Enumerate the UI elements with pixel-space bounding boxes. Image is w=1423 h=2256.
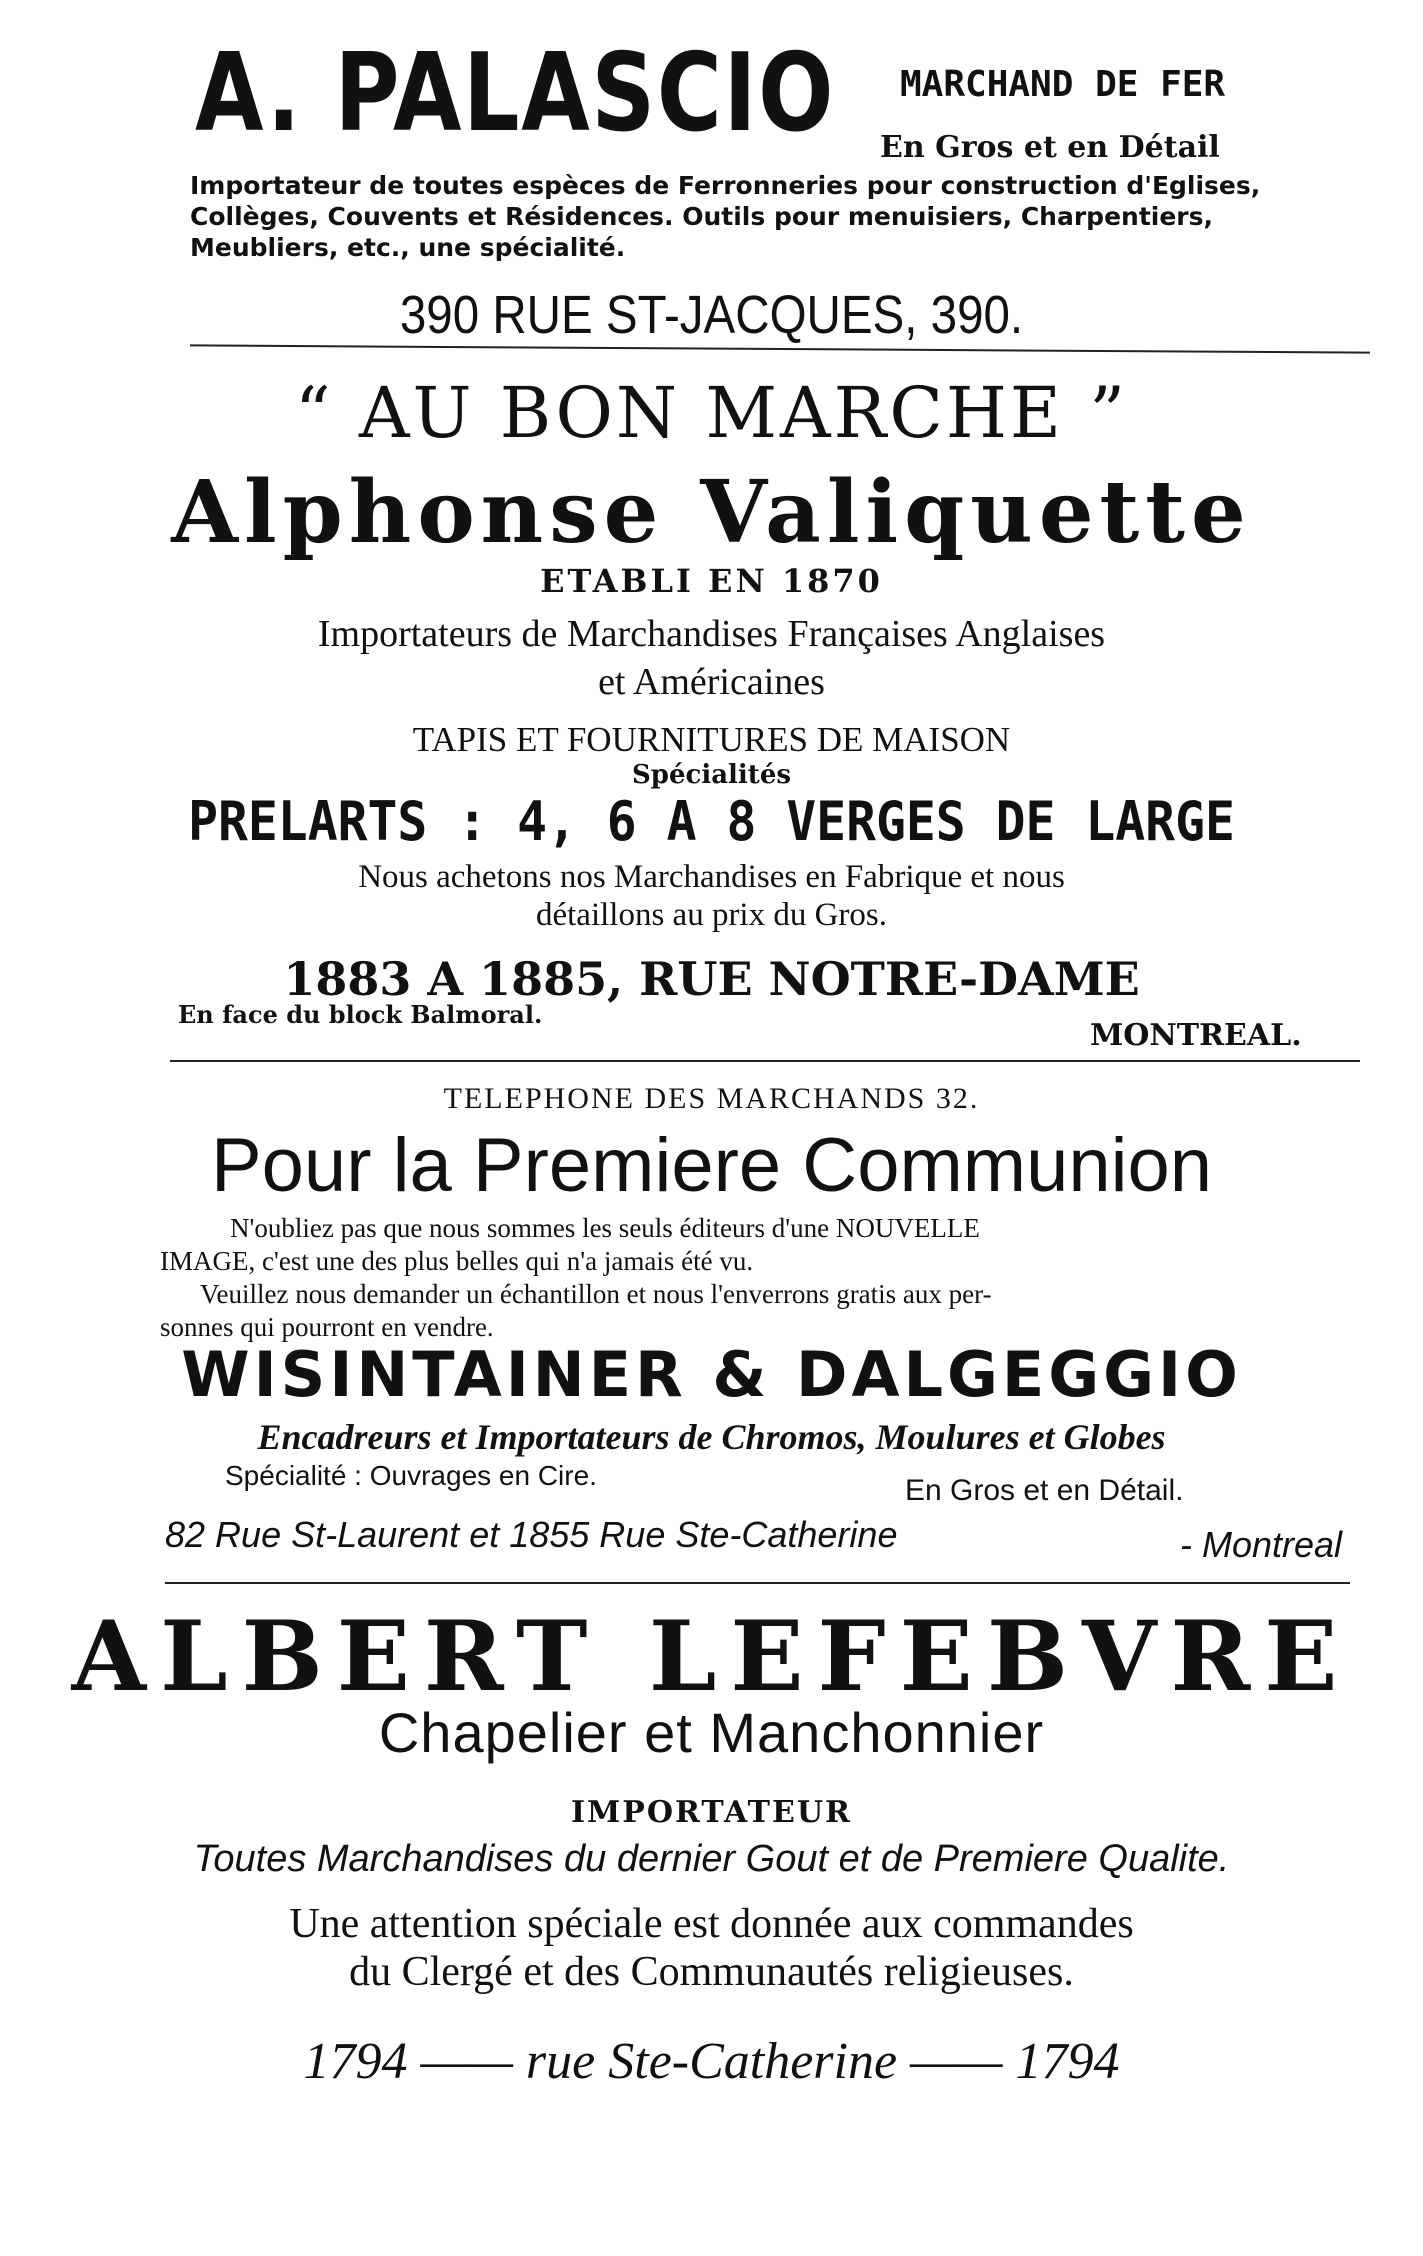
palascio-description xyxy=(190,170,1260,263)
lefebvre-name: ALBERT LEFEBVRE xyxy=(71,1600,1352,1713)
palascio-address: 390 RUE ST-JACQUES, 390. xyxy=(399,285,1024,345)
wisintainer-body-line: sonnes qui pourront en vendre. xyxy=(160,1312,494,1342)
wisintainer-wholesale-retail: En Gros et en Détail. xyxy=(905,1474,1184,1507)
palascio-description-line: Meubliers, etc., une spécialité. xyxy=(190,233,626,262)
bon-marche-importers-line: Importateurs de Marchandises Françaises Anglaises xyxy=(317,613,1106,655)
bon-marche-owner-name: Alphonse Valiquette xyxy=(171,462,1252,563)
bon-marche-importers xyxy=(0,610,1423,706)
palascio-wholesale-retail: En Gros et en Détail xyxy=(880,130,1220,165)
wisintainer-city: - Montreal xyxy=(1180,1524,1343,1565)
lefebvre-address: 1794 —— rue Ste-Catherine —— 1794 xyxy=(303,2033,1120,2090)
bon-marche-prelarts: PRELARTS : 4, 6 A 8 VERGES DE LARGE xyxy=(188,790,1235,853)
bon-marche-location-note: En face du block Balmoral. xyxy=(178,1000,543,1029)
wisintainer-headline: Pour la Premiere Communion xyxy=(210,1123,1213,1208)
bon-marche-established: ETABLI EN 1870 xyxy=(540,562,883,600)
wisintainer-name: WISINTAINER & DALGEGGIO xyxy=(181,1338,1242,1411)
lefebvre-attention-line: du Clergé et des Communautés religieuses. xyxy=(349,1949,1074,1995)
palascio-trade: MARCHAND DE FER xyxy=(900,64,1226,105)
bon-marche-address: 1883 A 1885, RUE NOTRE-DAME xyxy=(283,952,1140,1006)
lefebvre-attention xyxy=(0,1900,1423,1996)
wisintainer-telephone: TELEPHONE DES MARCHANDS 32. xyxy=(443,1082,980,1115)
divider-rule xyxy=(170,1060,1360,1062)
lefebvre-quality: Toutes Marchandises du dernier Gout et de Premiere Qualite. xyxy=(193,1838,1230,1880)
lefebvre-importateur: IMPORTATEUR xyxy=(571,1795,852,1830)
bon-marche-city: MONTREAL. xyxy=(1090,1018,1302,1053)
bon-marche-importers-line: et Américaines xyxy=(598,661,825,703)
palascio-name: A. PALASCIO xyxy=(195,31,835,156)
wisintainer-body-line: N'oubliez pas que nous sommes les seuls éditeurs d'une NOUVELLE xyxy=(230,1213,980,1243)
wisintainer-body xyxy=(160,1212,992,1344)
wisintainer-address: 82 Rue St-Laurent et 1855 Rue Ste-Catherine xyxy=(165,1514,898,1555)
bon-marche-purchasing-line: Nous achetons nos Marchandises en Fabrique et nous xyxy=(358,859,1065,895)
bon-marche-purchasing-line: détaillons au prix du Gros. xyxy=(535,897,888,933)
palascio-description-line: Collèges, Couvents et Résidences. Outils pour menuisiers, Charpentiers, xyxy=(190,202,1214,231)
bon-marche-tapis: TAPIS ET FOURNITURES DE MAISON xyxy=(412,720,1011,759)
wisintainer-description: Encadreurs et Importateurs de Chromos, Moulures et Globes xyxy=(257,1417,1166,1457)
wisintainer-body-line: IMAGE, c'est une des plus belles qui n'a jamais été vu. xyxy=(160,1246,754,1276)
bon-marche-specialites: Spécialités xyxy=(632,760,791,790)
wisintainer-body-line: Veuillez nous demander un échantillon et nous l'enverrons gratis aux per- xyxy=(200,1279,992,1309)
lefebvre-title: Chapelier et Manchonnier xyxy=(378,1701,1045,1764)
divider-rule xyxy=(165,1582,1350,1584)
bon-marche-title: “ AU BON MARCHE ” xyxy=(294,372,1129,454)
bon-marche-purchasing-note xyxy=(0,858,1423,934)
palascio-description-line: Importateur de toutes espèces de Ferronneries pour construction d'Eglises, xyxy=(190,171,1261,200)
lefebvre-attention-line: Une attention spéciale est donnée aux commandes xyxy=(289,1901,1134,1947)
wisintainer-specialite: Spécialité : Ouvrages en Cire. xyxy=(225,1460,597,1491)
